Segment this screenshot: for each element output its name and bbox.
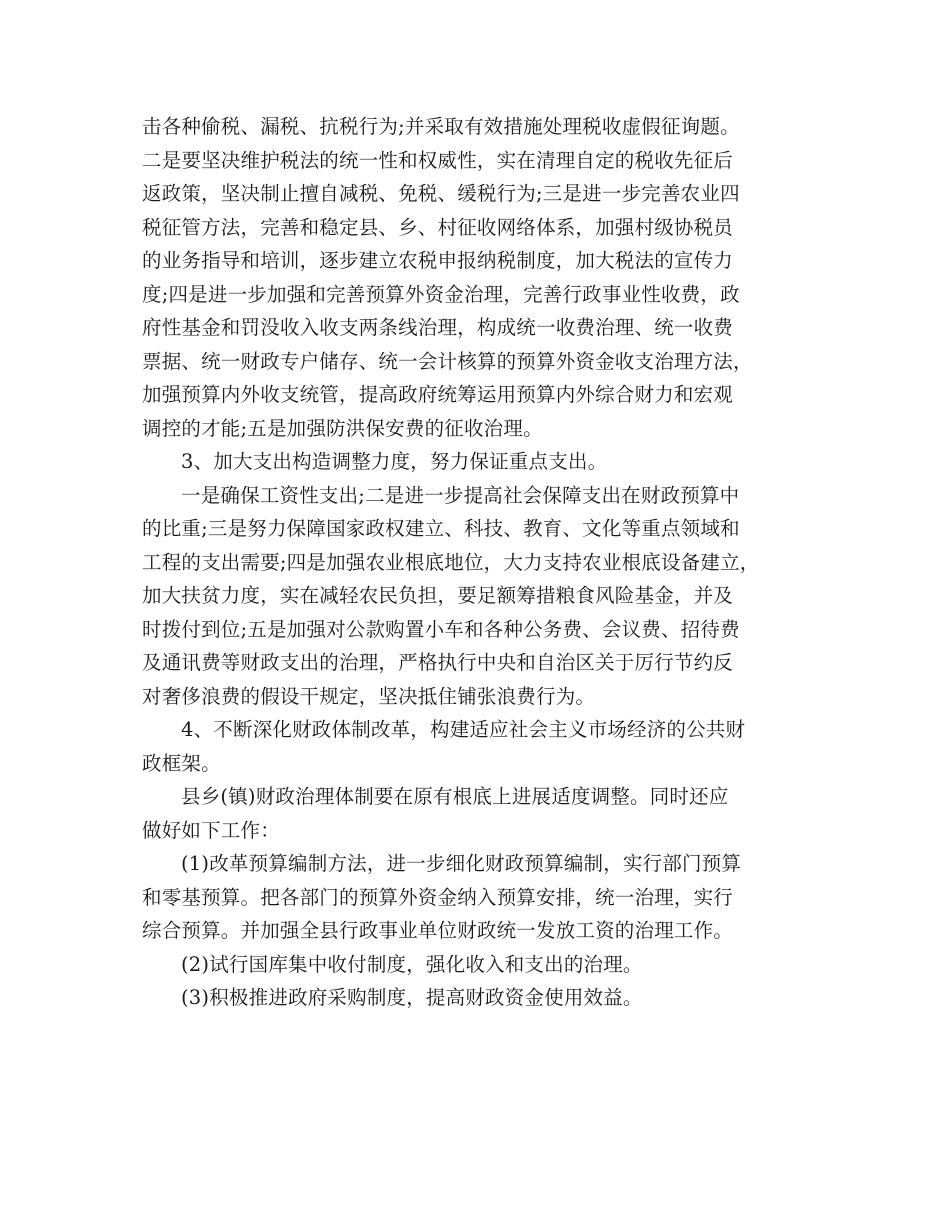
text-line: 时拨付到位;五是加强对公款购置小车和各种公务费、会议费、招待费 <box>142 617 740 641</box>
text-line: 调控的才能;五是加强防洪保安费的征收治理。 <box>142 416 543 440</box>
text-line: 4、不断深化财政体制改革，构建适应社会主义市场经济的公共财 <box>181 718 746 741</box>
text-line: 击各种偷税、漏税、抗税行为;并采取有效措施处理税收虚假征询题。 <box>142 115 740 138</box>
text-line: (1)改革预算编制方法，进一步细化财政预算编制，实行部门预算 <box>181 852 742 875</box>
text-line: 做好如下工作： <box>142 818 280 842</box>
text-line: (2)试行国库集中收付制度，强化收入和支出的治理。 <box>181 952 643 976</box>
text-line: 返政策，坚决制止擅自减税、免税、缓税行为;三是进一步完善农业四 <box>142 182 740 205</box>
text-line: 和零基预算。把各部门的预算外资金纳入预算安排，统一治理，实行 <box>142 885 734 909</box>
text-line: 3、加大支出构造调整力度，努力保证重点支出。 <box>181 450 608 473</box>
text-line: 政框架。 <box>142 751 221 775</box>
text-line: 工程的支出需要;四是加强农业根底地位，大力支持农业根底设备建立， <box>142 550 760 574</box>
text-line: 的业务指导和培训，逐步建立农税申报纳税制度，加大税法的宣传力 <box>142 249 734 272</box>
text-line: (3)积极推进政府采购制度，提高财政资金使用效益。 <box>181 986 643 1009</box>
text-line: 票据、统一财政专户储存、统一会计核算的预算外资金收支治理方法， <box>142 349 753 373</box>
text-line: 度;四是进一步加强和完善预算外资金治理，完善行政事业性收费，政 <box>142 282 740 306</box>
text-line: 加强预算内外收支统管，提高政府统筹运用预算内外综合财力和宏观 <box>142 383 734 406</box>
text-line: 二是要坚决维护税法的统一性和权威性，实在清理自定的税收先征后 <box>142 148 734 172</box>
text-line: 的比重;三是努力保障国家政权建立、科技、教育、文化等重点领域和 <box>142 517 740 540</box>
text-line: 对奢侈浪费的假设干规定，坚决抵住铺张浪费行为。 <box>142 684 596 708</box>
text-line: 府性基金和罚没收入收支两条线治理，构成统一收费治理、统一收费 <box>142 316 734 339</box>
text-line: 及通讯费等财政支出的治理，严格执行中央和自治区关于厉行节约反 <box>142 651 734 674</box>
text-line: 综合预算。并加强全县行政事业单位财政统一发放工资的治理工作。 <box>142 919 734 942</box>
text-line: 县乡(镇)财政治理体制要在原有根底上进展适度调整。同时还应 <box>181 785 729 808</box>
text-line: 税征管方法，完善和稳定县、乡、村征收网络体系，加强村级协税员 <box>142 215 734 239</box>
document-page <box>142 112 810 1017</box>
text-line: 一是确保工资性支出;二是进一步提高社会保障支出在财政预算中 <box>181 483 740 507</box>
text-line: 加大扶贫力度，实在减轻农民负担，要足额筹措粮食风险基金，并及 <box>142 584 734 607</box>
